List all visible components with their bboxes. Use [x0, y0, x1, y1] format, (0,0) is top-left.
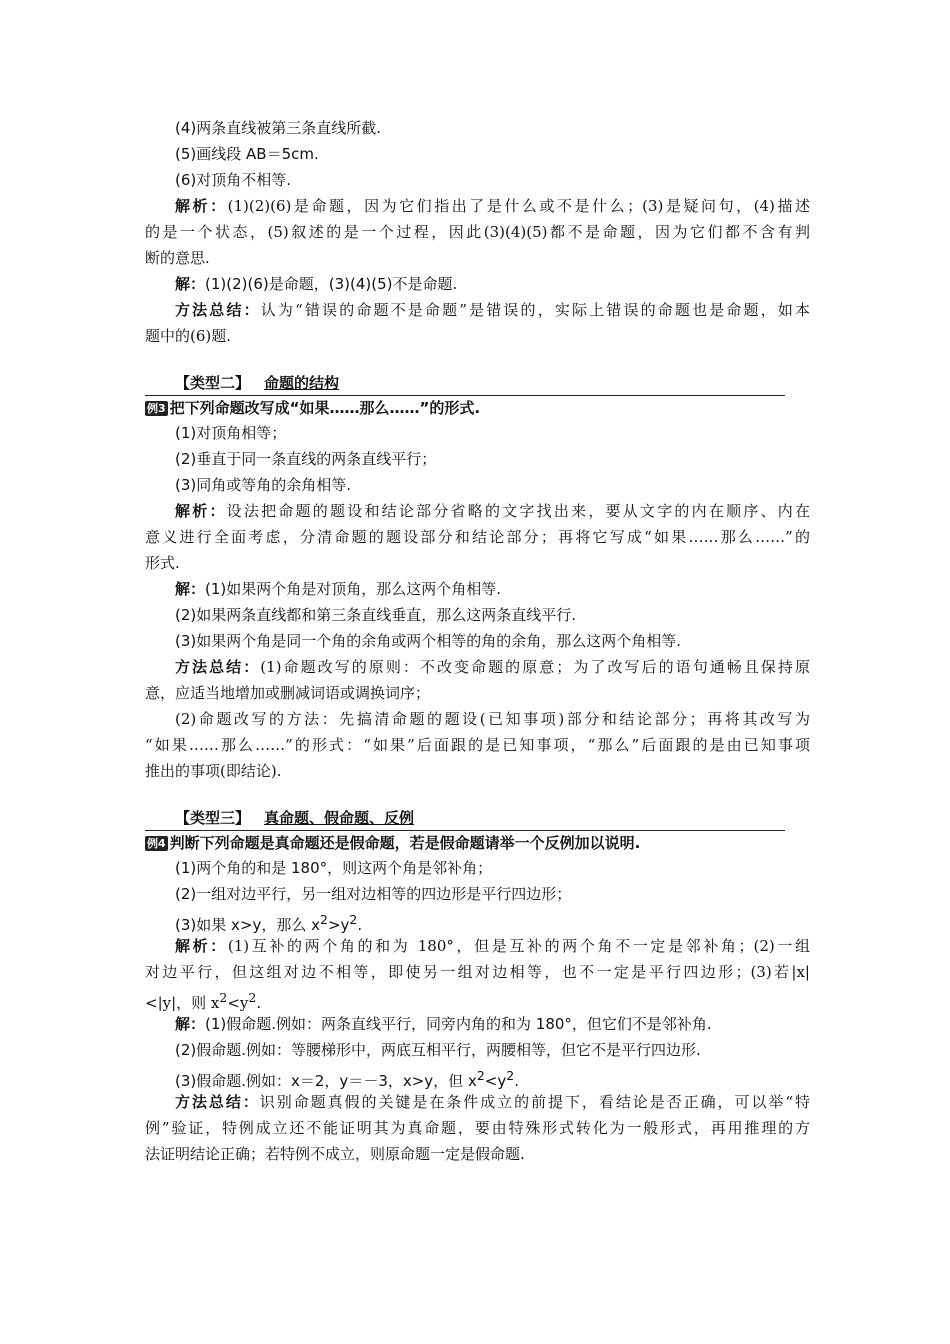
analysis-label: 解析： — [175, 937, 228, 955]
analysis-line-2: 的是一个状态，(5)叙述的是一个过程，因此(3)(4)(5)都不是命题，因为它们都不含有判 — [145, 223, 810, 241]
solution-line-2: (2)假命题.例如：等腰梯形中，两底互相平行，两腰相等，但它不是平行四边形. — [175, 1041, 701, 1059]
method-line-3: (2)命题改写的方法：先搞清命题的题设(已知事项)部分和结论部分；再将其改写为 — [175, 710, 810, 728]
method-line-1: 方法总结：(1)命题改写的原则：不改变命题的原意；为了改写后的语句通畅且保持原 — [175, 658, 810, 676]
method-line-2: 例”验证，特例成立还不能证明其为真命题，要由特殊形式转化为一般形式，再用推理的方 — [145, 1119, 810, 1137]
item-5: (5)画线段 AB＝5cm. — [175, 145, 319, 163]
question-item-3: (3)如果 x>y，那么 $x^2>y^2$. — [175, 912, 363, 933]
method-line-5: 推出的事项(即结论). — [145, 762, 282, 780]
section-heading-type-3: 【类型三】 真命题、假命题、反例 — [175, 809, 415, 827]
method-label: 方法总结： — [175, 301, 261, 319]
analysis-line-2: 对边平行，但这组对边不相等，即使另一组对边相等，也不一定是平行四边形；(3)若|x| — [145, 963, 810, 981]
solution-label: 解： — [175, 1015, 206, 1033]
analysis-label: 解析： — [175, 197, 228, 215]
analysis-line-3: 形式. — [145, 554, 180, 572]
question-item-3: (3)同角或等角的余角相等. — [175, 476, 352, 494]
section-title: 真命题、假命题、反例 — [264, 809, 415, 827]
question-item-1: (1)对顶角相等； — [175, 424, 287, 442]
solution-line-2: (2)如果两条直线都和第三条直线垂直，那么这两条直线平行. — [175, 606, 577, 624]
solution-line-1: 解：(1)如果两个角是对顶角，那么这两个角相等. — [175, 580, 502, 598]
solution-line: 解：(1)(2)(6)是命题，(3)(4)(5)不是命题. — [175, 275, 458, 293]
example-badge: 例3 — [147, 402, 166, 415]
section-title: 命题的结构 — [264, 374, 340, 392]
method-line-2: 意，应适当地增加或删减词语或调换词序； — [145, 684, 431, 702]
question-item-2: (2)一组对边平行，另一组对边相等的四边形是平行四边形； — [175, 885, 572, 903]
example-3: 例3 把下列命题改写成“如果……那么……”的形式. — [145, 395, 785, 420]
question-item-1: (1)两个角的和是 180°，则这两个角是邻补角； — [175, 859, 493, 877]
solution-label: 解： — [175, 275, 206, 293]
analysis-line-3: 断的意思. — [145, 249, 210, 267]
analysis-line-1: 解析：(1)(2)(6)是命题，因为它们指出了是什么或不是什么；(3)是疑问句，(4)描述 — [175, 197, 810, 215]
example-4: 例4 判断下列命题是真命题还是假命题，若是假命题请举一个反例加以说明. — [145, 830, 785, 855]
method-label: 方法总结： — [175, 658, 261, 676]
analysis-line-3: <|y|，则 $x^2<y^2$. — [145, 990, 262, 1011]
example-badge: 例4 — [147, 837, 166, 850]
question-item-2: (2)垂直于同一条直线的两条直线平行； — [175, 450, 437, 468]
solution-line-1: 解：(1)假命题.例如：两条直线平行，同旁内角的和为 180°，但它们不是邻补角. — [175, 1015, 712, 1033]
solution-label: 解： — [175, 580, 206, 598]
analysis-line-2: 意义进行全面考虑，分清命题的题设部分和结论部分；再将它写成“如果……那么……”的 — [145, 528, 810, 546]
analysis-label: 解析： — [175, 502, 227, 520]
section-heading-type-2: 【类型二】 命题的结构 — [175, 374, 340, 392]
item-4: (4)两条直线被第三条直线所截. — [175, 119, 382, 137]
analysis-line-1: 解析：设法把命题的题设和结论部分省略的文字找出来，要从文字的内在顺序、内在 — [175, 502, 810, 520]
document-page — [145, 115, 810, 1167]
method-line-1: 方法总结：认为“错误的命题不是命题”是错误的，实际上错误的命题也是命题，如本 — [175, 301, 810, 319]
method-line-4: “如果……那么……”的形式：“如果”后面跟的是已知事项，“那么”后面跟的是由已知事项 — [145, 736, 810, 754]
method-line-2: 题中的(6)题. — [145, 327, 232, 345]
item-6: (6)对顶角不相等. — [175, 171, 292, 189]
method-line-3: 法证明结论正确；若特例不成立，则原命题一定是假命题. — [145, 1145, 525, 1163]
analysis-line-1: 解析：(1)互补的两个角的和为 180°，但是互补的两个角不一定是邻补角；(2)一组 — [175, 937, 810, 955]
method-line-1: 方法总结：识别命题真假的关键是在条件成立的前提下，看结论是否正确，可以举“特 — [175, 1093, 810, 1111]
method-label: 方法总结： — [175, 1093, 260, 1111]
solution-line-3: (3)假命题.例如：x＝2，y＝－3，x>y，但 $x^2<y^2$. — [175, 1068, 519, 1089]
solution-line-3: (3)如果两个角是同一个角的余角或两个相等的角的余角，那么这两个角相等. — [175, 632, 682, 650]
